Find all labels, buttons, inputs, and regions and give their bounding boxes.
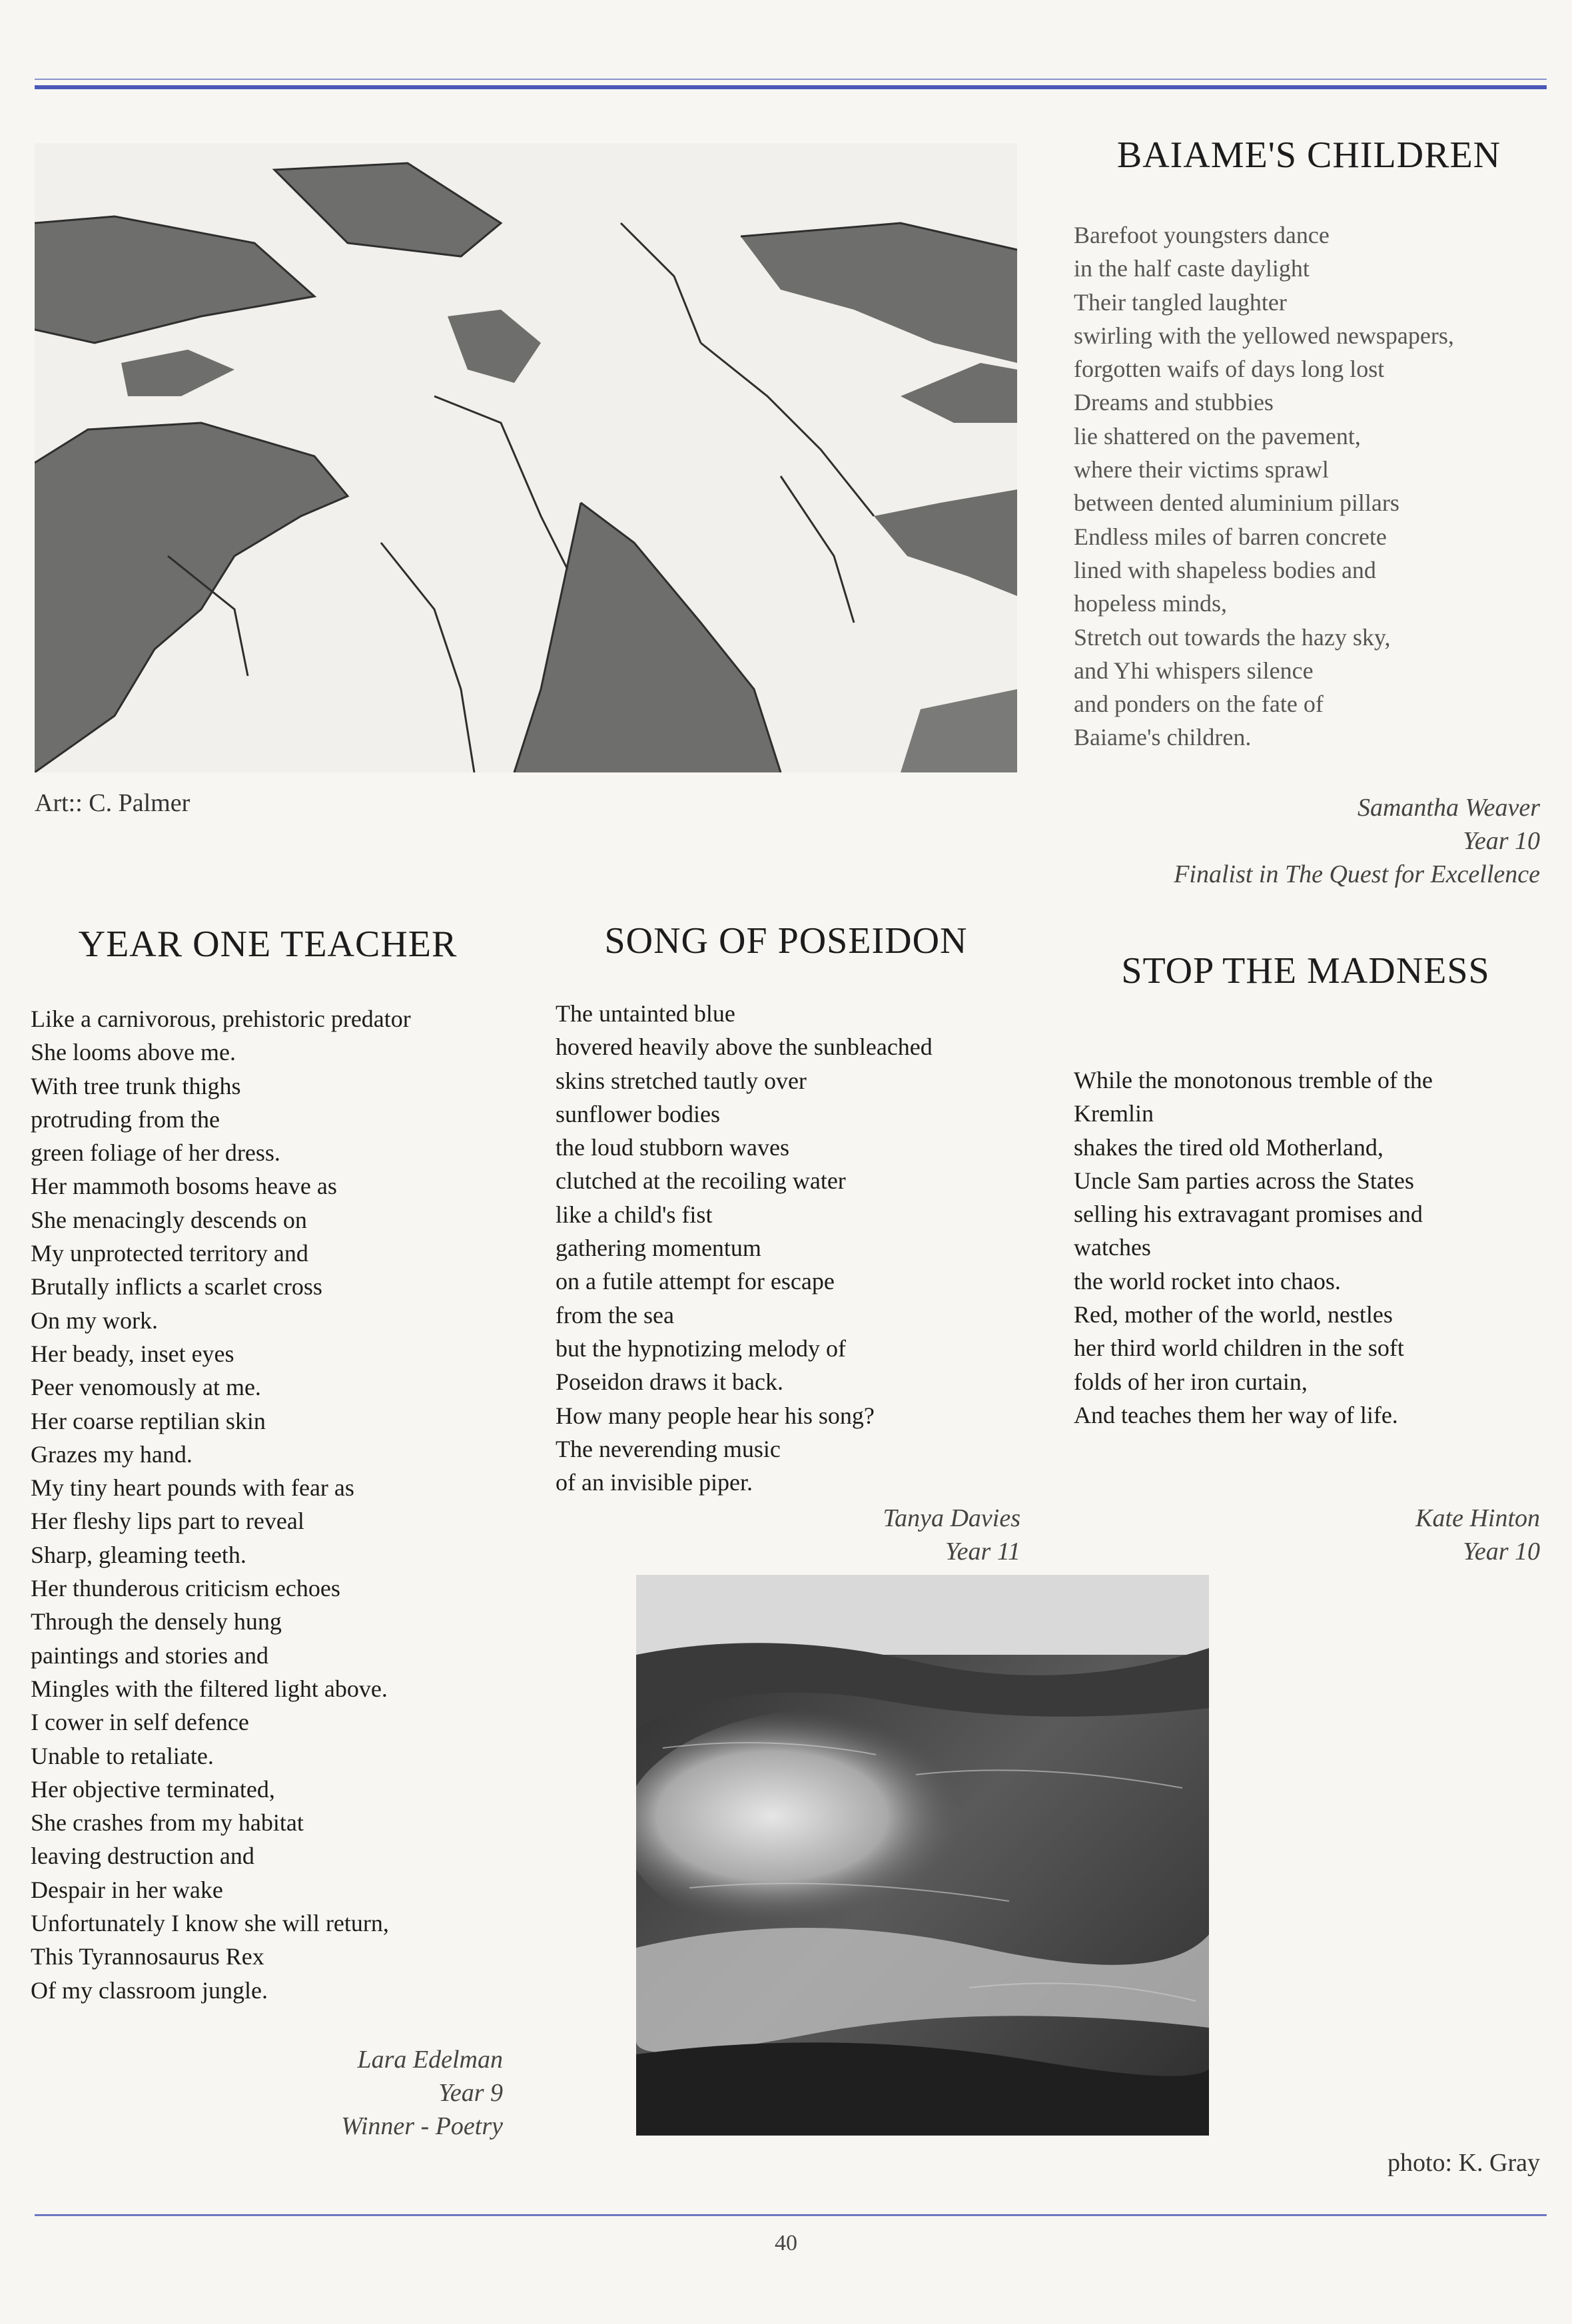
poem-line: Uncle Sam parties across the States — [1074, 1167, 1414, 1194]
poem-line: Her mammoth bosoms heave as — [31, 1173, 337, 1200]
poem-song-of-poseidon — [556, 997, 933, 1499]
author-name: Lara Edelman — [357, 2046, 503, 2074]
top-rule-thin — [35, 79, 1547, 80]
poem-line: lie shattered on the pavement, — [1074, 422, 1361, 449]
bottom-rule — [35, 2214, 1547, 2216]
poem-line: And teaches them her way of life. — [1074, 1401, 1398, 1428]
poem-line: Unfortunately I know she will return, — [31, 1910, 389, 1937]
poem-line: Baiame's children. — [1074, 724, 1252, 751]
poem-line: on a futile attempt for escape — [556, 1268, 835, 1295]
poem-line: watches — [1074, 1234, 1151, 1261]
poem-line: Of my classroom jungle. — [31, 1976, 268, 2004]
poem-line: swirling with the yellowed newspapers, — [1074, 322, 1454, 349]
poem-title-stop-the-madness: STOP THE MADNESS — [1121, 950, 1490, 992]
poem-line: selling his extravagant promises and — [1074, 1201, 1423, 1228]
author-year: Year 9 — [438, 2079, 503, 2107]
poem-line: Mingles with the filtered light above. — [31, 1675, 388, 1702]
author-award: Winner - Poetry — [341, 2112, 503, 2140]
poem-line: This Tyrannosaurus Rex — [31, 1943, 264, 1970]
poem-line: Endless miles of barren concrete — [1074, 523, 1387, 550]
poem-line: of an invisible piper. — [556, 1469, 753, 1496]
poem-line: protruding from the — [31, 1105, 220, 1133]
poem-line: green foliage of her dress. — [31, 1139, 280, 1167]
poem-credit-baiames-children — [999, 791, 1540, 891]
poem-line: folds of her iron curtain, — [1074, 1368, 1308, 1395]
poem-title-song-of-poseidon: SONG OF POSEIDON — [604, 920, 968, 962]
poem-line: Her thunderous criticism echoes — [31, 1575, 340, 1602]
author-year: Year 10 — [1463, 1538, 1540, 1566]
author-year: Year 11 — [945, 1538, 1020, 1566]
poem-line: Their tangled laughter — [1074, 288, 1287, 316]
poem-baiames-children — [1074, 218, 1454, 754]
poem-line: How many people hear his song? — [556, 1402, 875, 1429]
poem-line: hovered heavily above the sunbleached — [556, 1033, 933, 1061]
poem-line: Barefoot youngsters dance — [1074, 222, 1330, 248]
poem-line: gathering momentum — [556, 1235, 761, 1262]
poem-line: her third world children in the soft — [1074, 1334, 1404, 1362]
poem-line: Her objective terminated, — [31, 1775, 275, 1803]
abstract-artwork — [35, 143, 1017, 772]
poem-title-baiames-children: BAIAME'S CHILDREN — [1116, 135, 1501, 176]
poem-line: Brutally inflicts a scarlet cross — [31, 1273, 322, 1301]
poem-line: She menacingly descends on — [31, 1206, 307, 1233]
poem-line: Stretch out towards the hazy sky, — [1074, 623, 1391, 651]
poem-line: like a child's fist — [556, 1201, 713, 1228]
author-year: Year 10 — [1463, 827, 1540, 855]
poem-line: Poseidon draws it back. — [556, 1368, 783, 1396]
top-rule — [35, 85, 1547, 89]
poem-line: in the half caste daylight — [1074, 255, 1310, 282]
poem-line: Through the densely hung — [31, 1608, 282, 1635]
poem-line: clutched at the recoiling water — [556, 1167, 846, 1195]
poem-line: the loud stubborn waves — [556, 1134, 789, 1161]
poem-line: I cower in self defence — [31, 1709, 249, 1736]
poem-line: Unable to retaliate. — [31, 1742, 214, 1769]
ocean-wave-photo — [636, 1575, 1209, 2136]
poem-line: and ponders on the fate of — [1074, 691, 1324, 718]
poem-line: shakes the tired old Motherland, — [1074, 1133, 1383, 1161]
author-name: Tanya Davies — [883, 1504, 1020, 1532]
poem-line: Her fleshy lips part to reveal — [31, 1508, 304, 1535]
poem-line: The untainted blue — [556, 1000, 735, 1027]
page-number: 40 — [775, 2231, 797, 2255]
poem-line: Grazes my hand. — [31, 1440, 193, 1468]
poem-credit-year-one-teacher — [200, 2043, 503, 2143]
poem-line: Like a carnivorous, prehistoric predator — [31, 1006, 411, 1032]
poem-line: Red, mother of the world, nestles — [1074, 1301, 1393, 1328]
poem-line: Sharp, gleaming teeth. — [31, 1541, 246, 1568]
author-award: Finalist in The Quest for Excellence — [1174, 860, 1540, 888]
poem-stop-the-madness — [1074, 1063, 1433, 1432]
poem-line: paintings and stories and — [31, 1641, 268, 1669]
poem-line: where their victims sprawl — [1074, 456, 1329, 483]
poem-line: but the hypnotizing melody of — [556, 1334, 846, 1362]
poem-title-year-one-teacher: YEAR ONE TEACHER — [78, 924, 458, 965]
author-name: Kate Hinton — [1415, 1504, 1540, 1532]
poem-line: sunflower bodies — [556, 1100, 720, 1127]
poem-line: skins stretched tautly over — [556, 1067, 807, 1094]
poem-credit-stop-the-madness — [1266, 1502, 1540, 1568]
art-caption: Art:: C. Palmer — [35, 789, 191, 817]
poem-line: hopeless minds, — [1074, 590, 1227, 617]
poem-line: lined with shapeless bodies and — [1074, 556, 1376, 583]
poem-line: Her beady, inset eyes — [31, 1340, 234, 1367]
poem-line: The neverending music — [556, 1435, 781, 1462]
author-name: Samantha Weaver — [1357, 794, 1540, 822]
poem-line: While the monotonous tremble of the — [1074, 1067, 1433, 1093]
poem-line: On my work. — [31, 1307, 158, 1334]
poem-line: Her coarse reptilian skin — [31, 1407, 266, 1434]
poem-year-one-teacher — [31, 1002, 411, 2007]
poem-line: She crashes from my habitat — [31, 1809, 304, 1837]
poem-credit-song-of-poseidon — [733, 1502, 1020, 1568]
poem-line: from the sea — [556, 1301, 674, 1328]
poem-line: forgotten waifs of days long lost — [1074, 356, 1385, 383]
poem-line: leaving destruction and — [31, 1843, 254, 1870]
poem-line: Kremlin — [1074, 1100, 1154, 1127]
poem-line: Peer venomously at me. — [31, 1374, 261, 1401]
poem-line: Despair in her wake — [31, 1876, 223, 1903]
poem-line: With tree trunk thighs — [31, 1072, 241, 1099]
poem-line: Dreams and stubbies — [1074, 389, 1274, 416]
poem-line: My unprotected territory and — [31, 1240, 308, 1267]
photo-caption: photo: K. Gray — [1387, 2149, 1540, 2177]
poem-line: and Yhi whispers silence — [1074, 657, 1314, 684]
poem-line: between dented aluminium pillars — [1074, 489, 1399, 517]
poem-line: the world rocket into chaos. — [1074, 1267, 1341, 1295]
poem-line: She looms above me. — [31, 1039, 236, 1066]
poem-line: My tiny heart pounds with fear as — [31, 1474, 354, 1502]
